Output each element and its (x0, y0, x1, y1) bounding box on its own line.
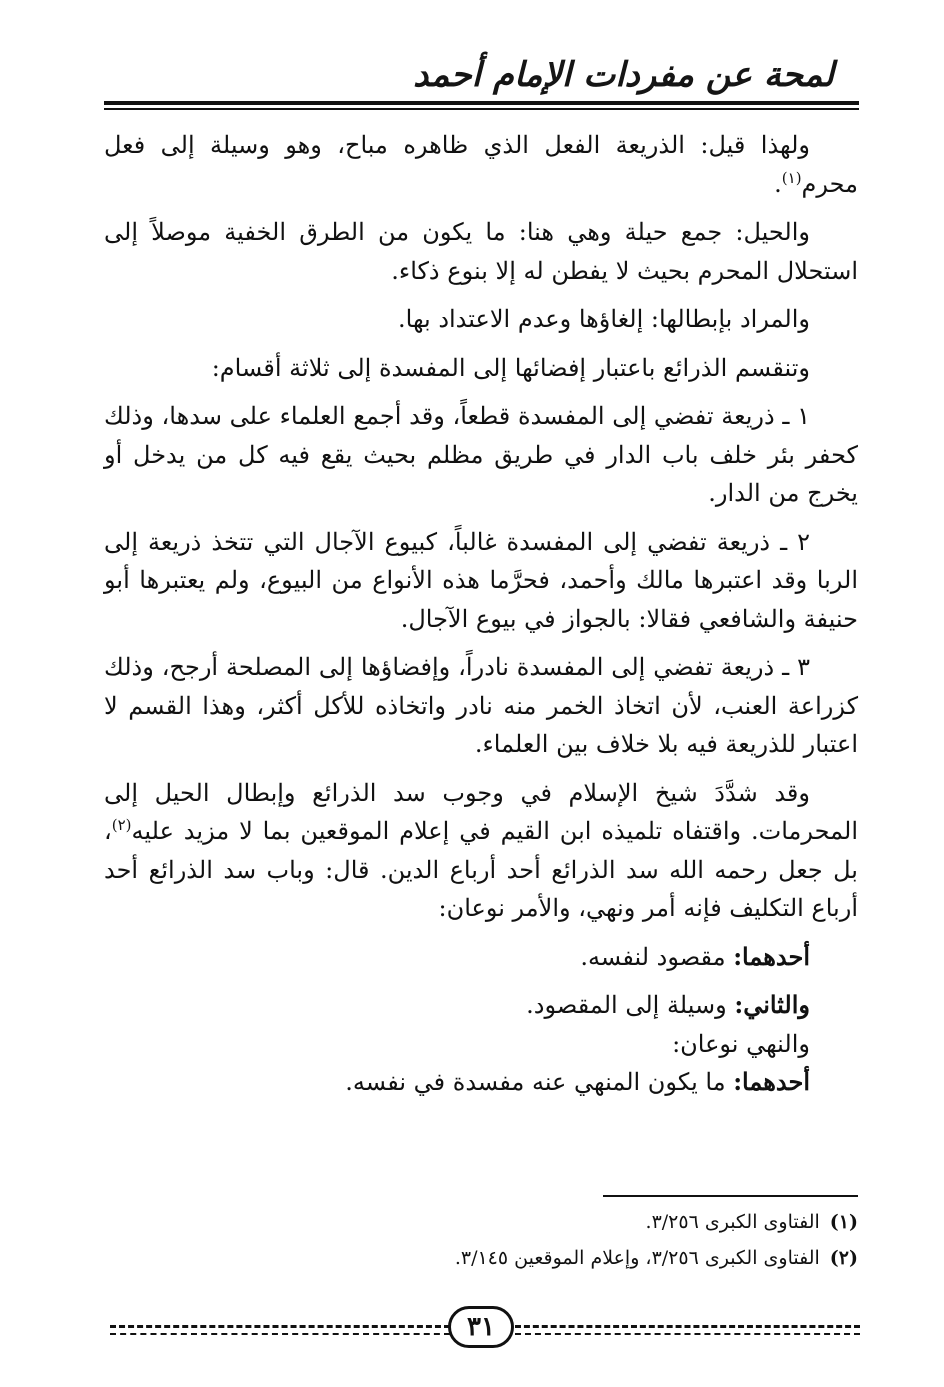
paragraph-ibn-taymiyya (104, 774, 858, 928)
list-item-amr-2 (104, 986, 858, 1025)
footnote-separator (603, 1195, 858, 1197)
list-label: والثاني: (734, 990, 810, 1019)
page-number: ٣١ (448, 1306, 514, 1348)
header-rule-thick (104, 101, 859, 105)
footnotes (104, 1204, 858, 1276)
list-text: والنهي نوعان: (672, 1029, 810, 1058)
footnote-ref-1: (١) (781, 168, 802, 187)
footnote-2 (104, 1240, 858, 1276)
paragraph-text-cont: ، بل جعل رحمه الله سد الذرائع أحد أرباع الدين. قال: وباب سد الذرائع أحد أرباع التكليف فإنه أمر ونهي، والأمر نوعان: (104, 817, 858, 922)
header-rule-thin (104, 108, 859, 110)
footer-dashed-line-left-lower (110, 1333, 450, 1335)
list-label: أحدهما: (733, 1067, 810, 1096)
paragraph-type-2: ٢ ـ ذريعة تفضي إلى المفسدة غالباً، كبيوع الآجال التي تتخذ ذريعة إلى الربا وقد اعتبرها مالك وأحمد، فحرَّما هذه الأنواع من البيوع، ولم يعتبرها أبو حنيفة والشافعي فقالا: بالجواز في بيوع الآجال. (104, 527, 858, 633)
list-item-nahy-intro (104, 1025, 858, 1064)
paragraph-type-1: ١ ـ ذريعة تفضي إلى المفسدة قطعاً، وقد أجمع العلماء على سدها، وذلك كحفر بئر خلف باب الدار في طريق مظلم بحيث يقع فيه كل من يدخل أو يخرج من الدار. (104, 402, 858, 507)
paragraph-type-3: ٣ ـ ذريعة تفضي إلى المفسدة نادراً، وإفضاؤها إلى المصلحة أرجح، وذلك كزراعة العنب، لأن اتخاذ الخمر منه نادر واتخاذه للأكل أكثر، وهذا القسم لا اعتبار للذريعة فيه بلا خلاف بين العلماء. (104, 653, 858, 758)
paragraph-ibtal: والمراد بإبطالها: إلغاؤها وعدم الاعتداد بها. (398, 305, 810, 333)
paragraph-definition-dharia (104, 126, 858, 203)
paragraph-text: وقد شدَّدَ شيخ الإسلام في وجوب سد الذرائع وإبطال الحيل إلى المحرمات. واقتفاه تلميذه ابن القيم في إعلام الموقعين بما لا مزيد عليه (104, 778, 858, 845)
footer-dashed-line-right (515, 1325, 860, 1328)
paragraph-text: ولهذا قيل: الذريعة الفعل الذي ظاهره مباح، وهو وسيلة إلى فعل محرم (104, 131, 858, 198)
list-item-nahy-1 (104, 1063, 858, 1102)
list-text: ما يكون المنهي عنه مفسدة في نفسه. (345, 1068, 734, 1096)
list-text: وسيلة إلى المقصود. (526, 991, 735, 1019)
running-header-title: لمحة عن مفردات الإمام أحمد (413, 55, 834, 95)
footnote-text: الفتاوى الكبرى ٣/٢٥٦. (645, 1211, 820, 1233)
list-label: أحدهما: (733, 941, 810, 971)
footnote-ref-2: (٢) (111, 816, 132, 834)
paragraph-definition-hiyal: والحيل: جمع حيلة وهي هنا: ما يكون من الطرق الخفية موصلاً إلى استحلال المحرم بحيث لا يفطن له إلا بنوع ذكاء. (104, 218, 858, 285)
list-item-amr-1 (104, 938, 858, 977)
footnote-number: (١) (829, 1211, 858, 1233)
list-text: مقصود لنفسه. (580, 942, 734, 971)
paragraph-division-intro: وتنقسم الذرائع باعتبار إفضائها إلى المفسدة إلى ثلاثة أقسام: (211, 353, 810, 382)
footnote-number: (٢) (829, 1247, 858, 1269)
main-text (104, 126, 858, 1102)
paragraph-end: . (774, 169, 782, 198)
footer-dashed-line-right-lower (515, 1333, 860, 1335)
footnote-text: الفتاوى الكبرى ٣/٢٥٦، وإعلام الموقعين ٣/١٤٥. (454, 1247, 820, 1269)
footnote-1 (104, 1204, 858, 1240)
footer-dashed-line-left (110, 1325, 450, 1328)
